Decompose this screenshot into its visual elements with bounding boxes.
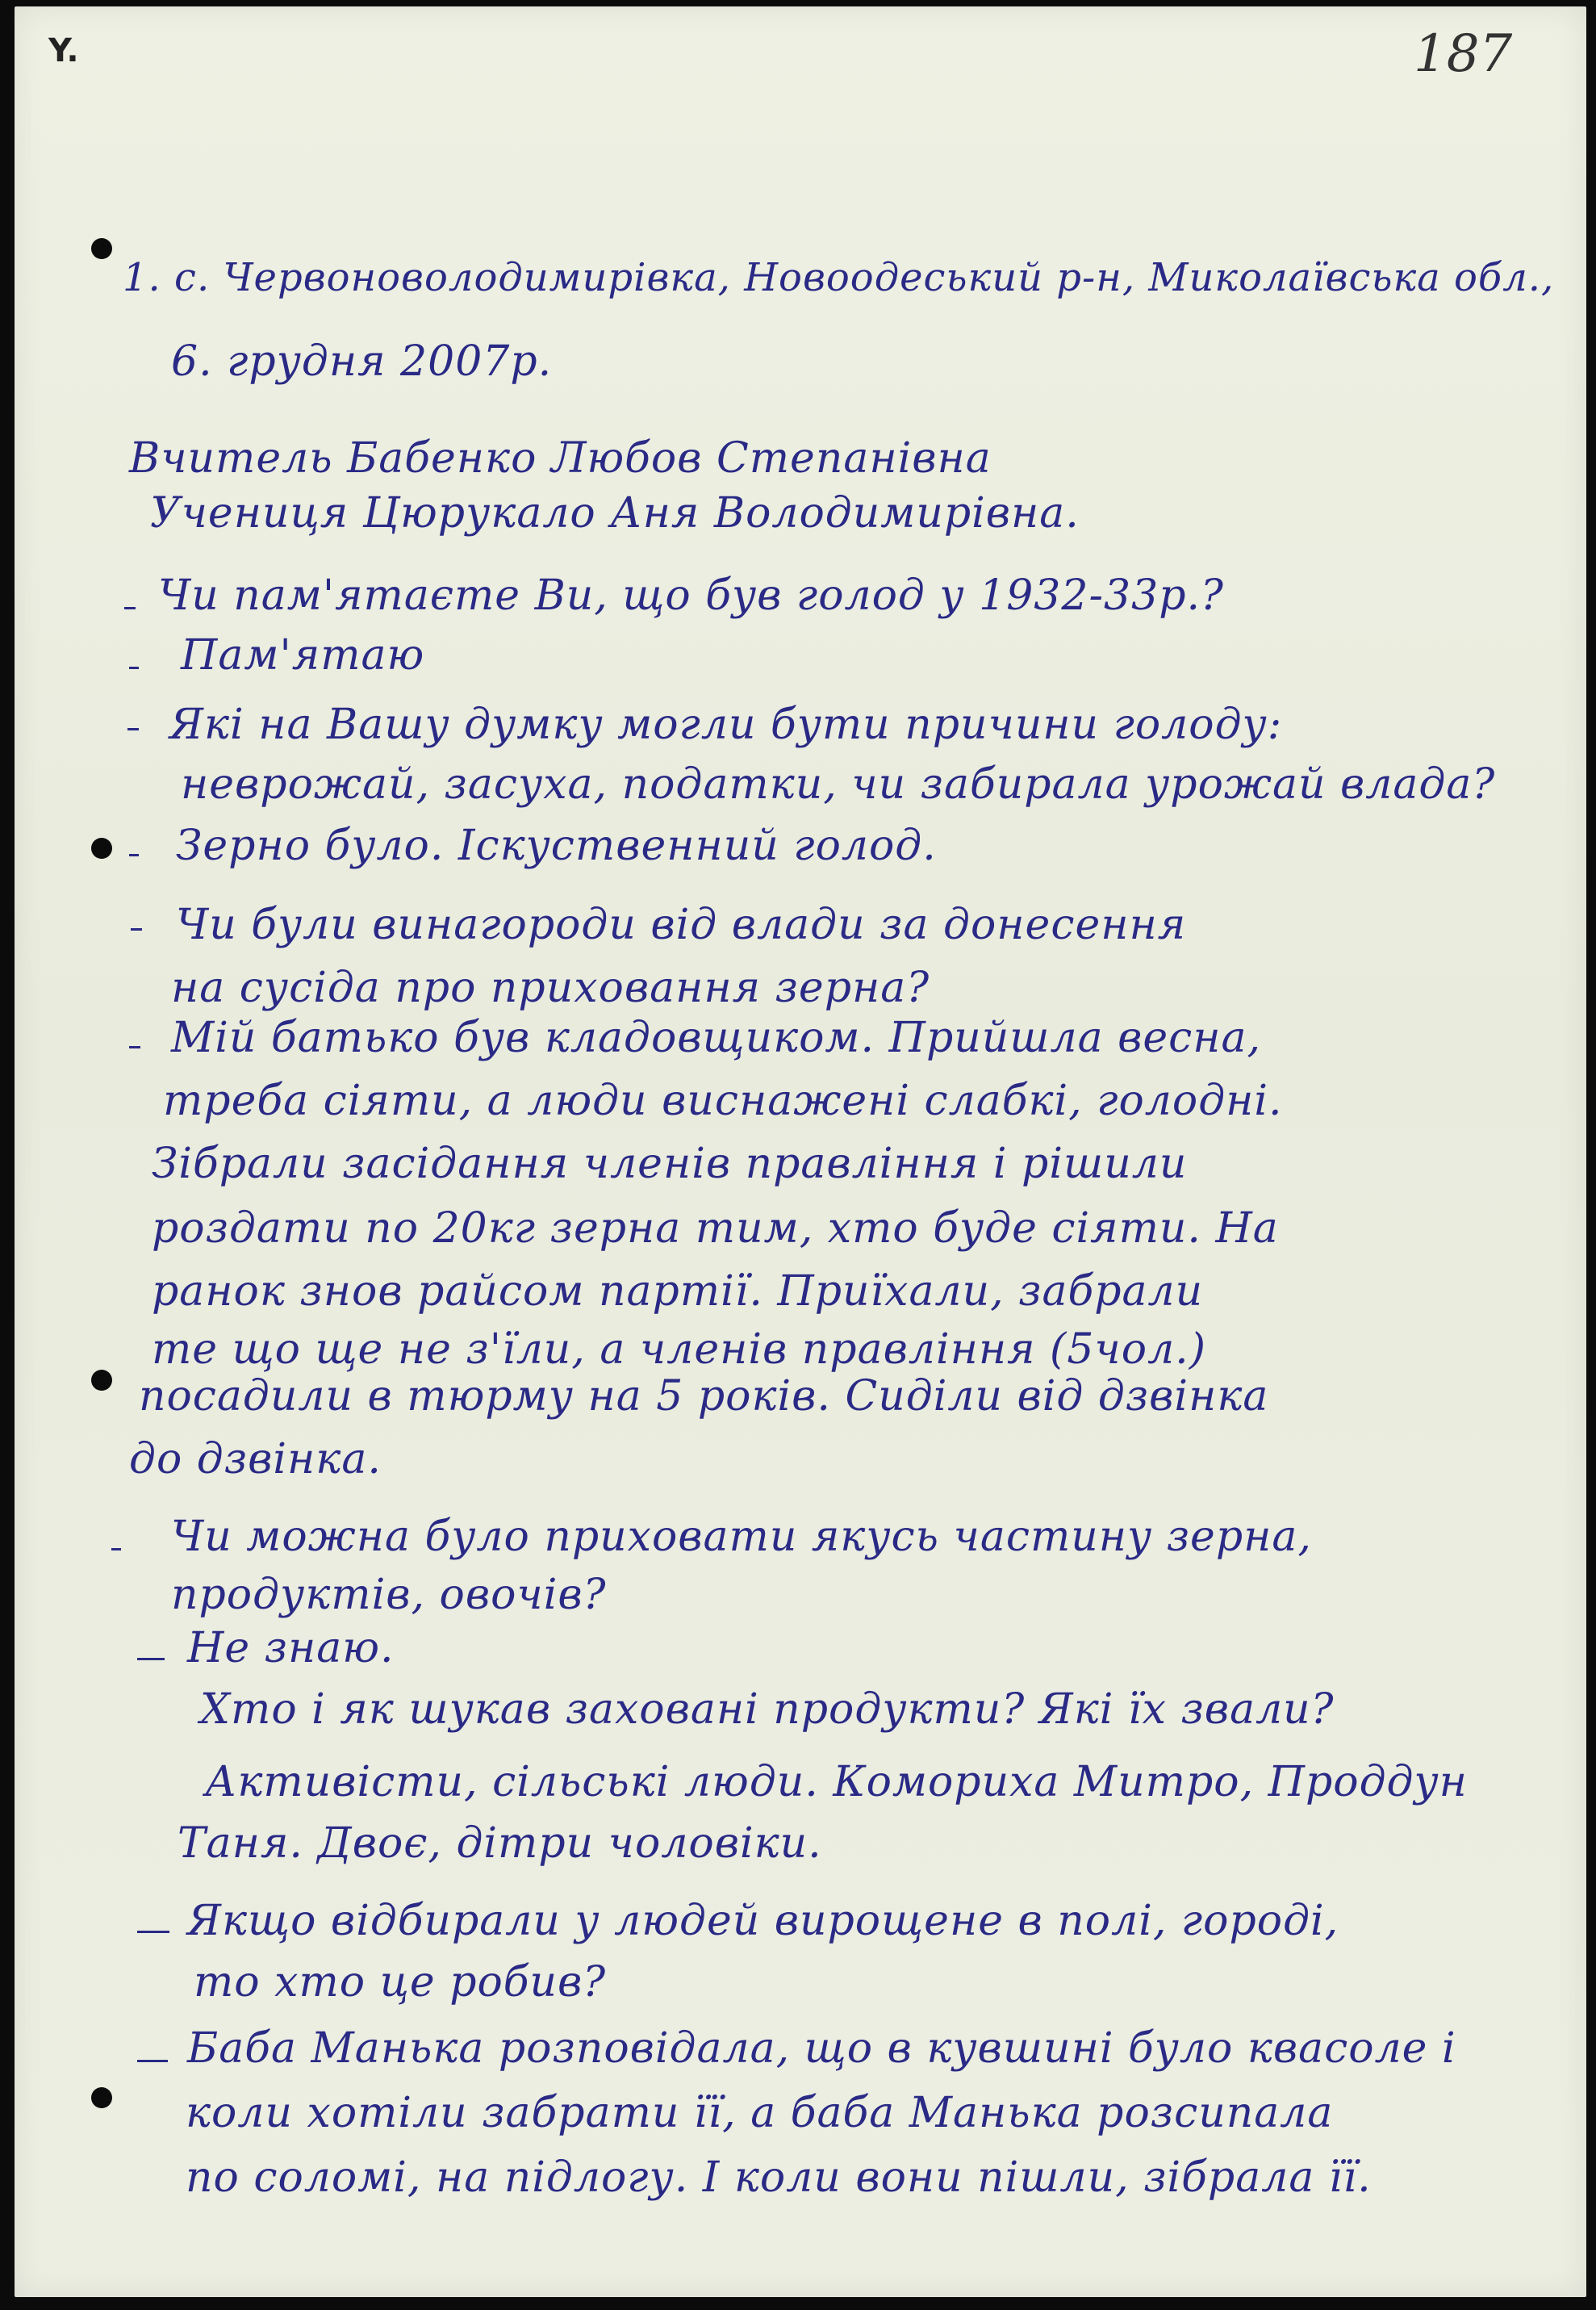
handwritten-line-answer: Баба Манька розповідала, що в кувшині було квасоле і (187, 2024, 1456, 2073)
dash-mark (127, 728, 139, 730)
handwritten-line-question: Чи були винагороди від влади за донесення (176, 901, 1187, 949)
handwritten-line-answer: ранок знов райсом партії. Приїхали, забрали (152, 1267, 1204, 1316)
handwritten-line-answer: Зібрали засідання членів правління і рішили (152, 1140, 1188, 1188)
handwritten-line-answer: коли хотіли забрати її, а баба Манька розсипала (186, 2089, 1334, 2137)
handwritten-line-answer: те що ще не з'їли, а членів правління (5чол.) (152, 1325, 1206, 1374)
handwritten-line-answer: Активісти, сільські люди. Комориха Митро, Проддун (205, 1758, 1468, 1806)
handwritten-line-question: продуктів, овочів? (171, 1571, 607, 1619)
handwritten-line-question: то хто це робив? (194, 1958, 607, 2007)
handwritten-line-answer: до дзвінка. (129, 1435, 382, 1484)
handwritten-line-answer: Зерно було. Іскуственний голод. (176, 822, 937, 870)
handwritten-line-answer: Не знаю. (187, 1624, 395, 1672)
handwritten-line-answer: посадили в тюрму на 5 років. Сиділи від дзвінка (139, 1372, 1269, 1421)
handwritten-line-question: неврожай, засуха, податки, чи забирала урожай влада? (181, 760, 1496, 809)
dash-mark (137, 1658, 165, 1660)
handwritten-line-answer: по соломі, на підлогу. І коли вони пішли, зібрала її. (186, 2153, 1372, 2202)
dash-mark (129, 1046, 140, 1048)
dash-mark (137, 2060, 168, 2062)
handwritten-line-question: Які на Вашу думку могли бути причини голоду: (169, 701, 1283, 749)
dash-mark (137, 1931, 169, 1933)
handwritten-line-answer: треба сіяти, а люди виснажені слабкі, голодні. (163, 1077, 1283, 1125)
punch-hole (91, 238, 112, 259)
handwritten-line-student: Учениця Цюрукало Аня Володимирівна. (150, 489, 1080, 538)
dash-mark (129, 854, 139, 856)
handwritten-line-teacher: Вчитель Бабенко Любов Степанівна (129, 434, 992, 483)
handwritten-line-question: Чи можна було приховати якусь частину зерна, (171, 1513, 1312, 1561)
dash-mark (124, 607, 136, 609)
handwritten-line-answer: Мій батько був кладовщиком. Прийшла весна, (171, 1014, 1262, 1062)
punch-hole (91, 2087, 112, 2108)
handwritten-line-date: 6. грудня 2007р. (171, 337, 553, 386)
handwritten-line-question: Хто і як шукав заховані продукти? Які їх звали? (200, 1685, 1335, 1734)
handwritten-line-answer: роздати по 20кг зерна тим, хто буде сіяти. На (152, 1204, 1279, 1253)
handwritten-line-answer: Пам'ятаю (181, 631, 425, 680)
punch-hole (91, 1370, 112, 1391)
dash-mark (131, 928, 142, 931)
punch-hole (91, 838, 112, 859)
handwritten-line-location: 1. с. Червоноволодимирівка, Новоодеський р-н, Миколаївська обл., (123, 255, 1555, 300)
dash-mark (129, 667, 139, 669)
handwritten-line-question: Якщо відбирали у людей вирощене в полі, городі, (187, 1897, 1339, 1945)
handwritten-line-question: на сусіда про приховання зерна? (171, 964, 930, 1012)
dash-mark (111, 1548, 121, 1550)
page-number: 187 (1414, 24, 1513, 84)
handwritten-line-answer: Таня. Двоє, дітри чоловіки. (178, 1819, 822, 1868)
corner-mark: Y. (48, 32, 79, 69)
handwritten-line-question: Чи пам'ятаєте Ви, що був голод у 1932-33р.? (158, 571, 1224, 620)
